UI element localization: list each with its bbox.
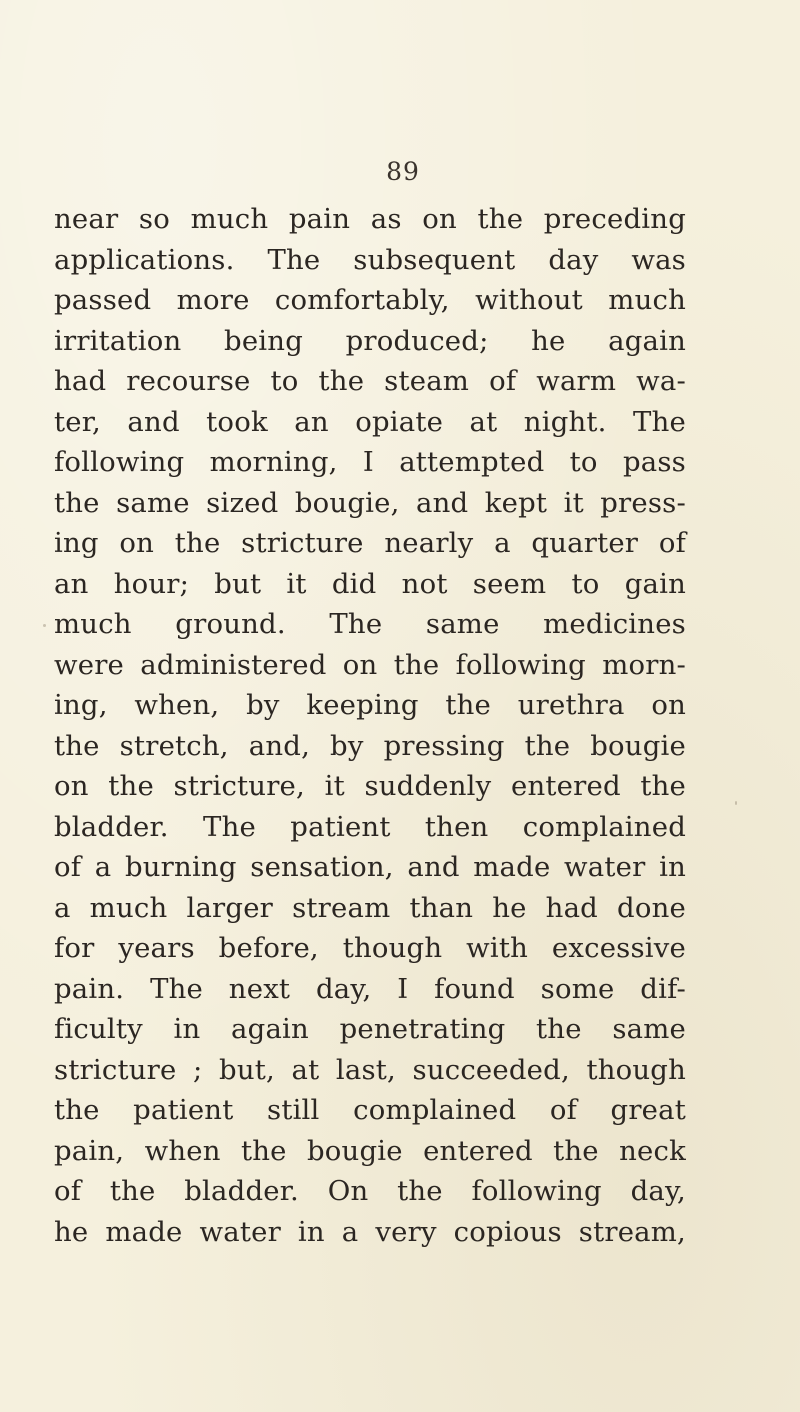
text-line: near so much pain as on the preceding	[54, 203, 686, 235]
text-line: much ground. The same medicines	[54, 608, 686, 640]
text-line: for years before, though with excessive	[54, 932, 686, 964]
text-line: were administered on the following morn-	[54, 648, 686, 681]
text-line: the stretch, and, by pressing the bougie	[54, 729, 686, 762]
text-line: the patient still complained of great	[54, 1094, 686, 1126]
text-line: following morning, I attempted to pass	[54, 446, 686, 478]
text-line: passed more comfortably, without much	[54, 284, 686, 316]
text-line: ing on the stricture nearly a quarter of	[54, 527, 686, 559]
text-line: a much larger stream than he had done	[54, 891, 686, 924]
text-line: the same sized bougie, and kept it press-	[54, 486, 686, 519]
text-line: on the stricture, it suddenly entered the	[54, 770, 686, 802]
text-line: ing, when, by keeping the urethra on	[54, 689, 686, 721]
text-line: applications. The subsequent day was	[54, 243, 686, 276]
page-number: 89	[386, 157, 420, 186]
text-line: ficulty in again penetrating the same	[54, 1013, 686, 1045]
paper-speck	[735, 801, 737, 805]
paper-speck	[512, 1238, 514, 1240]
body-text	[54, 199, 686, 1252]
text-line: bladder. The patient then complained	[54, 810, 686, 843]
text-line: pain, when the bougie entered the neck	[54, 1134, 686, 1167]
text-line: of the bladder. On the following day,	[54, 1175, 686, 1207]
text-line: an hour; but it did not seem to gain	[54, 567, 686, 600]
text-line: he made water in a very copious stream,	[54, 1215, 686, 1248]
text-line: pain. The next day, I found some dif-	[54, 972, 686, 1005]
text-line: irritation being produced; he again	[54, 324, 686, 357]
text-line: ter, and took an opiate at night. The	[54, 405, 686, 438]
paper-speck	[43, 624, 46, 627]
text-line: had recourse to the steam of warm wa-	[54, 365, 686, 397]
text-line: of a burning sensation, and made water in	[54, 851, 686, 883]
text-line: stricture ; but, at last, succeeded, though	[54, 1053, 686, 1086]
